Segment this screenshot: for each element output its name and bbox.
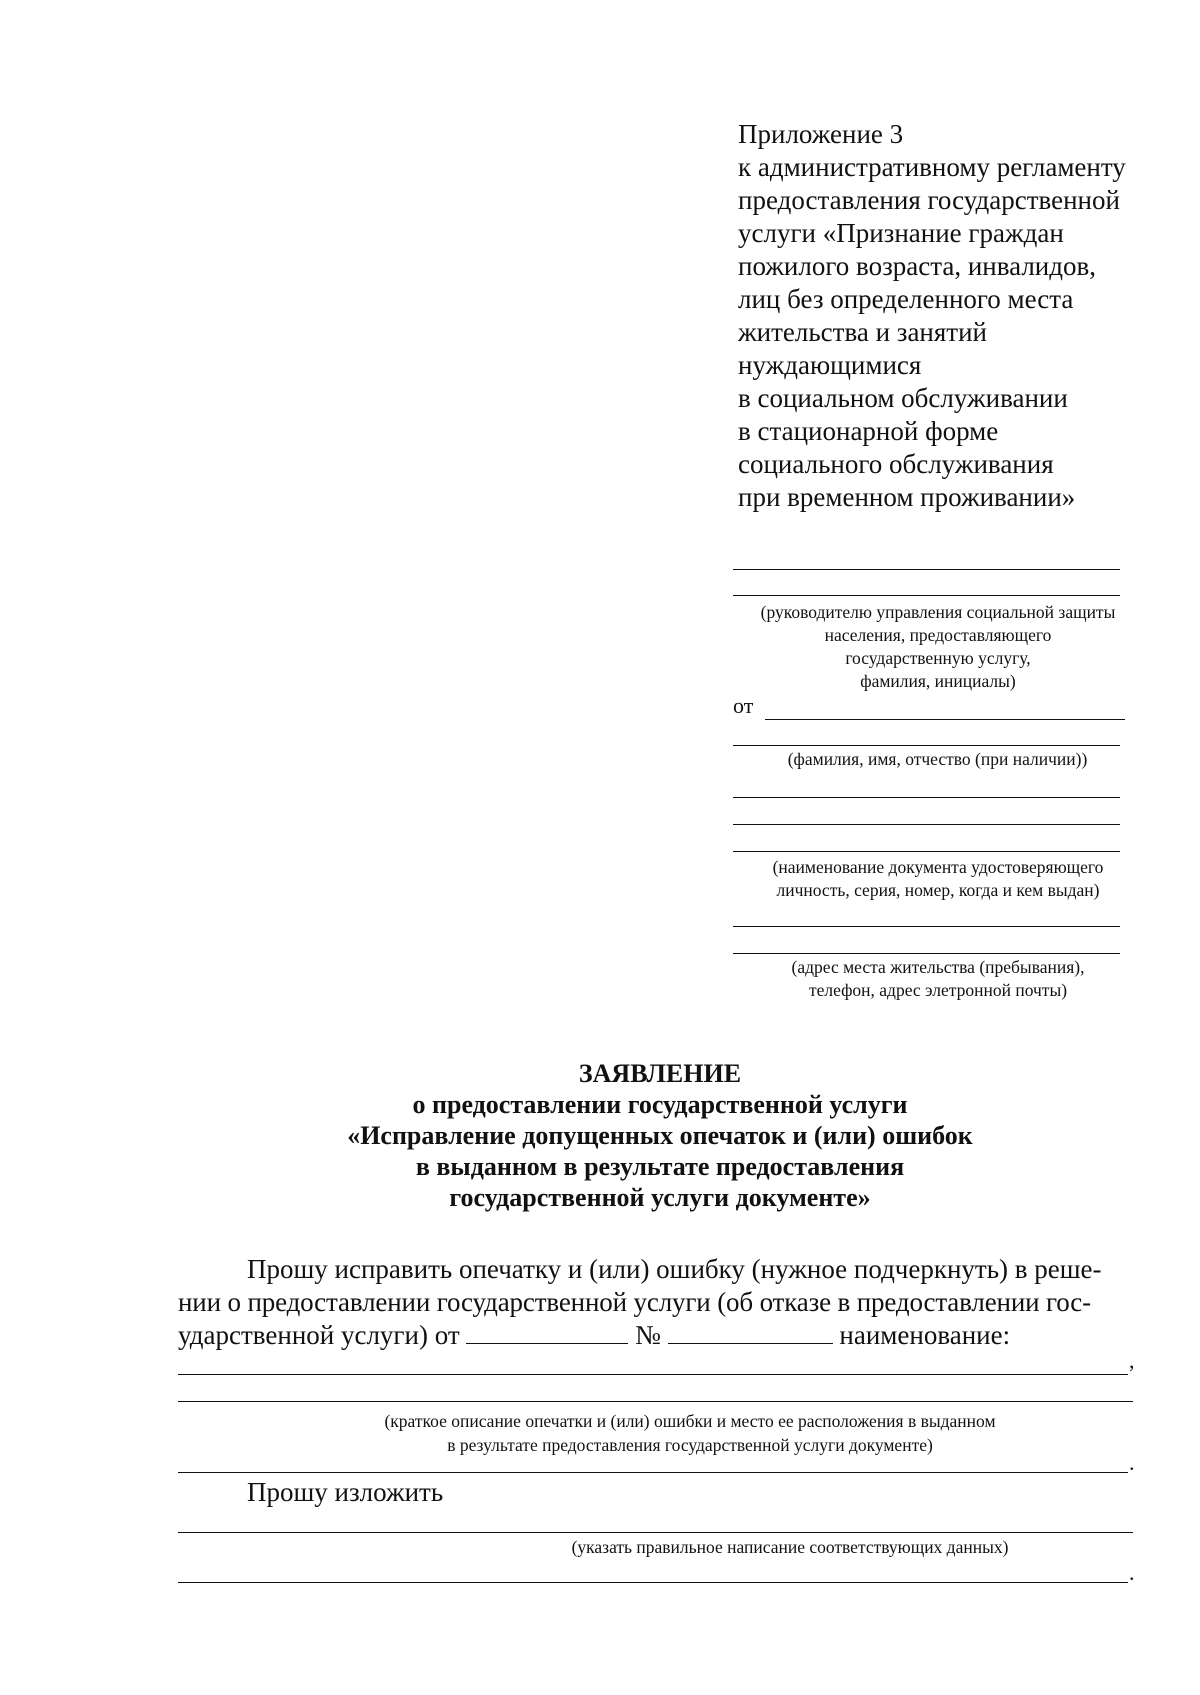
title-line: государственной услуги документе» [449, 1183, 871, 1212]
fio-line [733, 745, 1120, 746]
description-line[interactable] [178, 1401, 1133, 1402]
appendix-line: в стационарной форме [738, 416, 999, 446]
appendix-line: при временном проживании» [738, 482, 1076, 512]
appendix-line: пожилого возраста, инвалидов, [738, 251, 1096, 281]
title-line: «Исправление допущенных опечаток и (или) ошибок [347, 1121, 973, 1150]
correct-data-line[interactable] [178, 1532, 1133, 1533]
decision-number-field[interactable] [668, 1321, 833, 1344]
addressee-caption: (руководителю управления социальной защиты населения, предоставляющего государственную услугу, фамилия, инициалы) [760, 602, 1116, 691]
document-line [733, 797, 1120, 798]
period: . [1129, 1560, 1135, 1585]
title-line: ЗАЯВЛЕНИЕ [578, 1059, 742, 1088]
correct-data-caption: (указать правильное написание соответствующих данных) [571, 1537, 1009, 1557]
fio-caption: (фамилия, имя, отчество (при наличии)) [787, 749, 1088, 769]
appendix-line: жительства и занятий [738, 317, 987, 347]
address-line [733, 926, 1120, 927]
appendix-line: нуждающимися [738, 350, 922, 380]
title-line: в выданном в результате предоставления [415, 1152, 905, 1181]
address-caption: (адрес места жительства (пребывания), телефон, адрес элетронной почты) [791, 957, 1085, 1000]
correct-data-line[interactable] [178, 1582, 1128, 1583]
appendix-line: лиц без определенного места [738, 284, 1074, 314]
request-paragraph-line: Прошу исправить опечатку и (или) ошибку (нужное подчеркнуть) в реше- [247, 1254, 1102, 1284]
appendix-line: услуги «Признание граждан [738, 218, 1064, 248]
document-line [733, 824, 1120, 825]
comma: , [1129, 1348, 1135, 1373]
description-line[interactable] [178, 1472, 1128, 1473]
period: . [1129, 1450, 1135, 1475]
from-label: от [733, 693, 754, 718]
document-line [733, 851, 1120, 852]
addressee-line [733, 569, 1120, 570]
from-line [765, 719, 1125, 720]
document-caption: (наименование документа удостоверяющего личность, серия, номер, когда и кем выдан) [772, 857, 1104, 900]
appendix-line: предоставления государственной [738, 185, 1120, 215]
appendix-line: в социальном обслуживании [738, 383, 1068, 413]
description-caption: (краткое описание опечатки и (или) ошибки и место ее расположения в выданном в результате предоставления государственной услуги документе) [384, 1411, 996, 1455]
request-paragraph-line: нии о предоставлении государственной услуги (об отказе в предоставлении гос- [178, 1287, 1091, 1317]
appendix-line: к административному регламенту [738, 152, 1126, 182]
request-paragraph-line: ударственной услуги) от № наименование: [178, 1320, 1011, 1350]
address-line [733, 953, 1120, 954]
appendix-line: социального обслуживания [738, 449, 1054, 479]
request-label: Прошу изложить [247, 1477, 444, 1507]
addressee-line [733, 595, 1120, 596]
appendix-line: Приложение 3 [738, 119, 904, 149]
title-line: о предоставлении государственной услуги [412, 1090, 908, 1119]
description-line[interactable] [178, 1374, 1128, 1375]
appendix-header [738, 118, 1126, 514]
decision-date-field[interactable] [466, 1321, 628, 1344]
document-title [190, 1058, 1130, 1213]
